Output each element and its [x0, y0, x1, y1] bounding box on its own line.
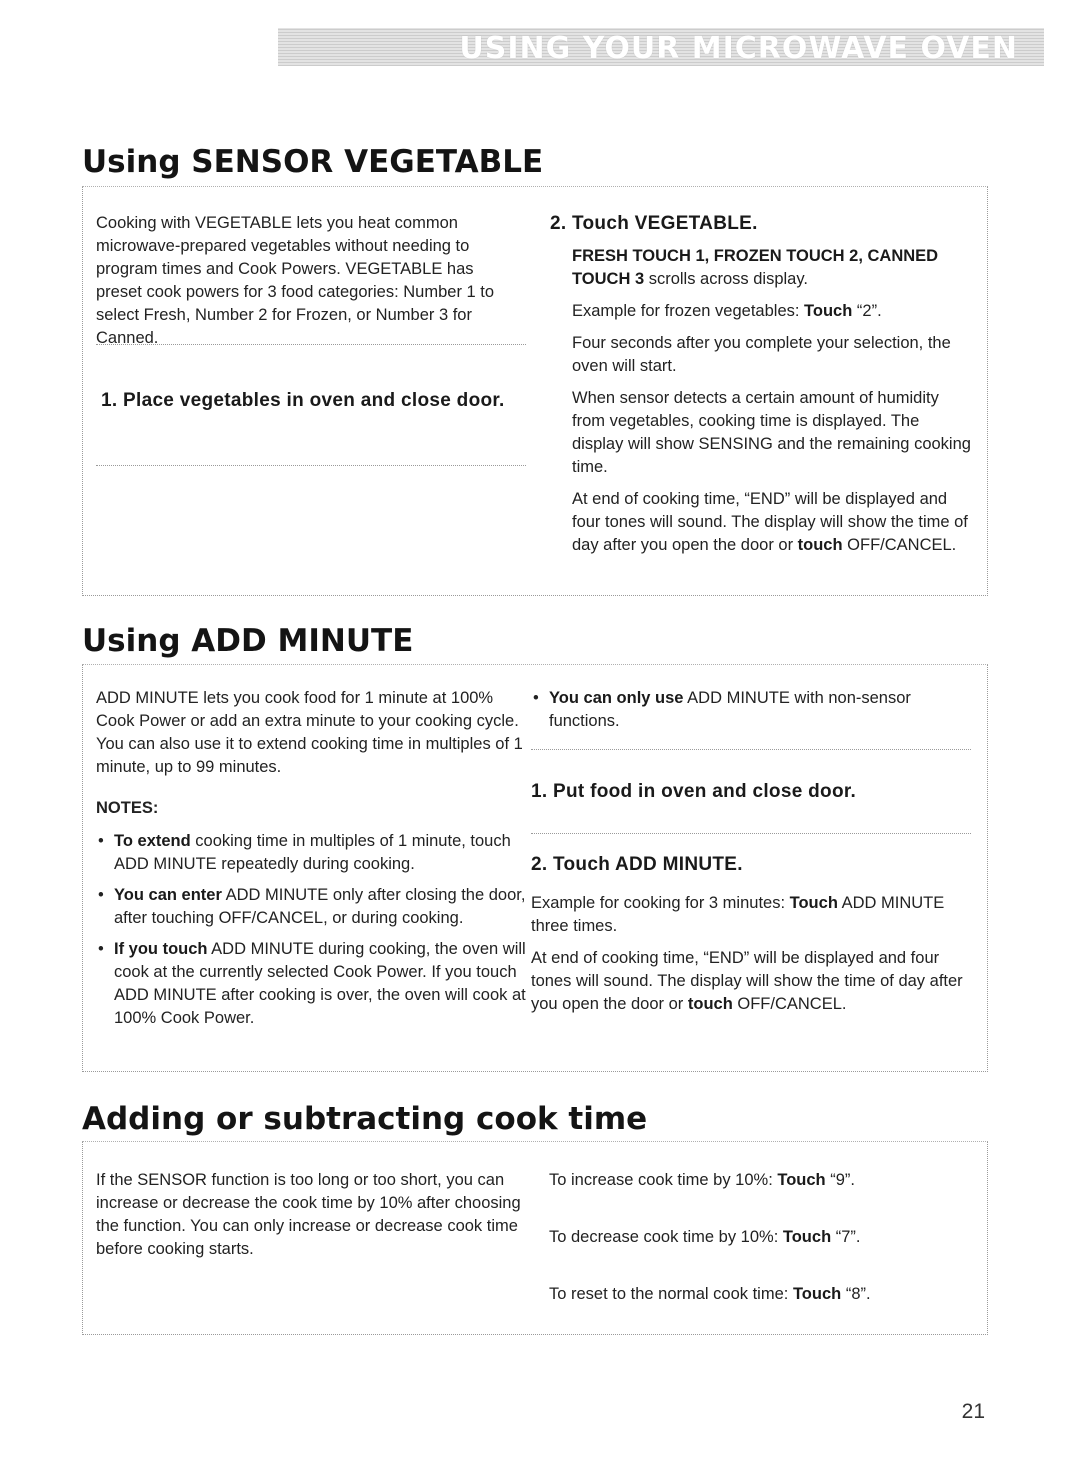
- panel-add-minute: [82, 664, 988, 1072]
- step-title: 1. Put food in oven and close door.: [531, 781, 857, 802]
- decrease-text: To decrease cook time by 10%: Touch “7”.: [549, 1228, 861, 1246]
- add-minute-right-column: [531, 687, 971, 741]
- note-item: • You can only use ADD MINUTE with non-sensor functions.: [531, 687, 971, 733]
- add-minute-left-column: [96, 687, 528, 1038]
- notes-heading: NOTES:: [96, 799, 159, 817]
- adjust-time-intro: If the SENSOR function is too long or too short, you can increase or decrease the cook time by 10% after choosing the function. You can only increase or decrease cook time before cooking starts.: [96, 1171, 521, 1258]
- sensor-text: When sensor detects a certain amount of humidity from vegetables, cooking time is displayed. The display will show SENSING and the remaining cooking time.: [572, 389, 971, 476]
- divider: [531, 833, 971, 834]
- divider: [96, 465, 526, 466]
- note-item: • If you touch ADD MINUTE during cooking, the oven will cook at the currently selected Cook Power. If you touch ADD MINUTE after cooking is over, the oven will cook at 100% Cook Power.: [96, 938, 528, 1030]
- start-text: Four seconds after you complete your selection, the oven will start.: [572, 334, 951, 375]
- end-text: At end of cooking time, “END” will be displayed and four tones will sound. The display will show the time of day after you open the door or touch OFF/CANCEL.: [572, 490, 968, 554]
- panel-adjust-cook-time: [82, 1141, 988, 1335]
- header-band-title: USING YOUR MICROWAVE OVEN: [459, 31, 1018, 66]
- step2-options: FRESH TOUCH 1, FROZEN TOUCH 2, CANNED TOUCH 3: [572, 247, 939, 288]
- divider: [96, 344, 526, 345]
- note-item: • You can enter ADD MINUTE only after closing the door, after touching OFF/CANCEL, or during cooking.: [96, 884, 528, 930]
- page-number: 21: [961, 1400, 985, 1423]
- add-minute-step2: [531, 852, 971, 1025]
- notes-list: [96, 830, 528, 1030]
- non-sensor-note: [531, 687, 971, 733]
- step2-details: [550, 245, 975, 557]
- header-band: [278, 28, 1044, 66]
- end-text: At end of cooking time, “END” will be displayed and four tones will sound. The display will show the time of day after you open the door or touch OFF/CANCEL.: [531, 949, 963, 1013]
- section-title-adjust-cook-time: Adding or subtracting cook time: [82, 1101, 648, 1137]
- increase-text: To increase cook time by 10%: Touch “9”.: [549, 1171, 855, 1189]
- example-text: Example for frozen vegetables: Touch “2”.: [572, 302, 882, 320]
- divider: [531, 749, 971, 750]
- sensor-vegetable-intro: Cooking with VEGETABLE lets you heat common microwave-prepared vegetables without needing to program times and Cook Powers. VEGETABLE has preset cook powers for 3 food categories: Number 1 to select Fresh, Number 2 for Frozen, or Number 3 for Canned.: [96, 214, 495, 347]
- adjust-time-left-column: [96, 1169, 526, 1270]
- sensor-vegetable-left-column: [96, 212, 516, 359]
- section-title-sensor-vegetable: Using SENSOR VEGETABLE: [82, 144, 544, 180]
- adjust-time-right-column: [549, 1169, 969, 1315]
- sensor-vegetable-right-column: [550, 211, 975, 566]
- add-minute-step1: [531, 779, 971, 805]
- step-title: 1. Place vegetables in oven and close door.: [101, 390, 505, 411]
- step-title: 2. Touch VEGETABLE.: [550, 213, 758, 234]
- add-minute-intro: ADD MINUTE lets you cook food for 1 minute at 100% Cook Power or add an extra minute to your cooking cycle. You can also use it to extend cooking time in multiples of 1 minute, up to 99 minutes.: [96, 689, 523, 776]
- section-title-add-minute: Using ADD MINUTE: [82, 623, 414, 659]
- step2-text: FRESH TOUCH 1, FROZEN TOUCH 2, CANNED TOUCH 3 scrolls across display.: [572, 247, 939, 288]
- sensor-vegetable-step1: [101, 388, 521, 414]
- step-title: 2. Touch ADD MINUTE.: [531, 854, 743, 875]
- reset-text: To reset to the normal cook time: Touch “8”.: [549, 1285, 871, 1303]
- example-text: Example for cooking for 3 minutes: Touch ADD MINUTE three times.: [531, 894, 945, 935]
- panel-sensor-vegetable: [82, 186, 988, 596]
- note-item: • To extend cooking time in multiples of 1 minute, touch ADD MINUTE repeatedly during cooking.: [96, 830, 528, 876]
